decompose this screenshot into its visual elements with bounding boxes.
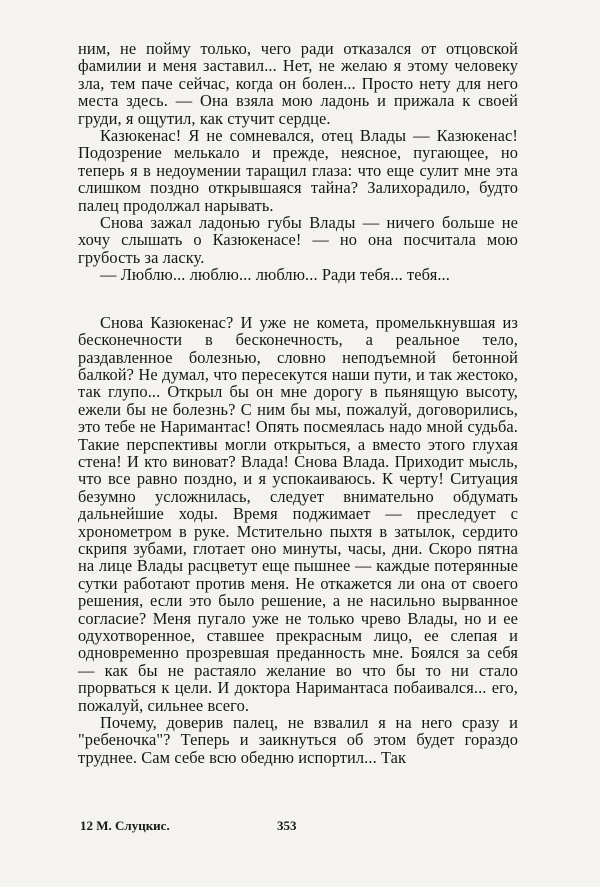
paragraph: Снова зажал ладонью губы Влады — ничего больше не хочу слышать о Казюкенасе! — но она посчитала мою грубость за ласку. <box>78 213 518 267</box>
paragraph: Казюкенас! Я не сомневался, отец Влады — Казюкенас! Подозрение мелькало и прежде, неясное, пугающее, но теперь я в недоумении таращил глаза: что еще сулит мне эта слишком поздно открывшаяся тайна? Залихорадило, будто палец продолжал нарывать. <box>78 126 518 215</box>
paragraph: — Люблю... люблю... люблю... Ради тебя... тебя... <box>100 265 450 285</box>
paragraph: Снова Казюкенас? И уже не комета, промелькнувшая из бесконечности в бесконечность, а реальное тело, раздавленное болезнью, словно неподъемной бетонной балкой? Не думал, что пересекутся наши пути, и так жестоко, так глупо... Открыл бы он мне дорогу в пьянящую высоту, ежели бы не болезнь? С ним бы мы, пожалуй, договорились, это тебе не Наримантас! Опять посмеялась надо мной судьба. Такие перспективы могли открыться, а вместо этого глухая стена! И кто виноват? Влада! Снова Влада. Приходит мысль, что все равно поздно, и я успокаиваюсь. К черту! Ситуация безумно усложнилась, следует внимательно обдумать дальнейшие ходы. Время поджимает — преследует с хронометром в руке. Мстительно пыхтя в затылок, сердито скрипя зубами, глотает оно минуты, часы, дни. Скоро пятна на лице Влады расцветут еще пышнее — каждые потерянные сутки работают против меня. Не откажется ли она от своего решения, если это было решение, а не насильно вырванное согласие? Меня пугало уже не только чрево Влады, но и ее одухотворенное, ставшее прекрасным лицо, ее слепая и одновременно прозревшая преданность мне. Боялся за себя — как бы не растаяло желание во что бы то ни стало прорваться к цели. И доктора Наримантаса побаивался... его, пожалуй, сильнее всего. <box>78 312 518 715</box>
page-number: 353 <box>277 818 297 833</box>
paragraph: ним, не пойму только, чего ради отказался от отцовской фамилии и меня заставил... Нет, не желаю я этому человеку зла, тем паче сейчас, когда он болен... Просто нету для него места здесь. — Она взяла мою ладонь и прижала к своей груди, я ощутил, как стучит сердце. <box>78 39 518 128</box>
page-body <box>78 40 518 766</box>
paragraph: Почему, доверив палец, не взвалил я на него сразу и "ребеночка"? Теперь и заикнуться об этом будет гораздо труднее. Сам себе всю обедню испортил... Так <box>78 713 518 767</box>
section-break <box>78 284 518 314</box>
printer-signature: 12 М. Слуцкис. <box>80 818 170 833</box>
